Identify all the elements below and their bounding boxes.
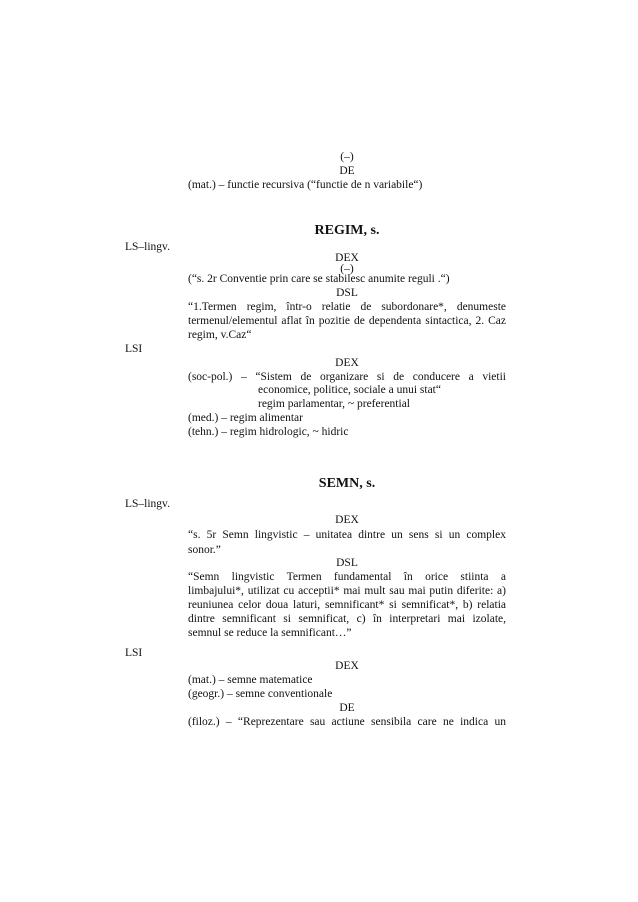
source-label-de: DE (339, 165, 355, 177)
usage-example: regim parlamentar, ~ preferential (258, 398, 410, 410)
dex-definition-line: sonor.” (188, 544, 221, 556)
ls-lingv-label: LS–lingv. (125, 498, 170, 510)
source-label-de: DE (339, 702, 355, 714)
ls-lingv-label: LS–lingv. (125, 241, 170, 253)
definition-line: (tehn.) – regim hidrologic, ~ hidric (188, 426, 349, 438)
dash-marker: (–) (340, 151, 354, 163)
dex-definition-line: “s. 5r Semn lingvistic – unitatea dintre un sens si un complex (188, 529, 506, 541)
dsl-definition-line: dintre semnificant si semnificat, c) în interpretari mai izolate, (188, 613, 506, 625)
definition-line: (mat.) – semne matematice (188, 674, 313, 686)
dsl-definition-line: semnul se reduce la semnificant…” (188, 627, 352, 639)
entry-title-semn: SEMN, s. (318, 476, 376, 491)
dsl-definition-line: “Semn lingvistic Termen fundamental în orice stiinta a (188, 571, 506, 583)
dsl-definition-line: limbajului*, utilizat cu acceptii* mai mult sau mai putin diferite: a) (188, 585, 506, 597)
lsi-label: LSI (125, 647, 143, 659)
source-label-dsl: DSL (336, 557, 358, 569)
source-label-dex: DEX (335, 357, 359, 369)
source-label-dex: DEX (335, 514, 359, 526)
definition-line: (med.) – regim alimentar (188, 412, 303, 424)
lsi-label: LSI (125, 343, 143, 355)
dsl-definition-line: “1.Termen regim, într-o relatie de subordonare*, denumeste (188, 301, 506, 313)
definition-line: (mat.) – functie recursiva (“functie de n variabile“) (188, 179, 423, 191)
dash-marker: (–) (340, 263, 354, 275)
definition-continuation: economice, politice, sociale a unui stat“ (258, 384, 441, 396)
source-label-dex: DEX (335, 252, 359, 264)
definition-line: (filoz.) – “Reprezentare sau actiune sensibila care ne indica un (188, 716, 506, 728)
dsl-definition-line: termenul/elementul aflat în pozitie de dependenta sintactica, 2. Caz (188, 315, 506, 327)
entry-title-regim: REGIM, s. (314, 223, 380, 238)
source-label-dex: DEX (335, 660, 359, 672)
source-label-dsl: DSL (336, 287, 358, 299)
dsl-definition-line: reuniunea celor doua laturi, semnificant* si semnificat*, b) relatia (188, 599, 506, 611)
definition-line: (soc-pol.) – “Sistem de organizare si de conducere a vietii (188, 371, 506, 383)
definition-line: (geogr.) – semne conventionale (188, 688, 333, 700)
definition-line: (“s. 2r Conventie prin care se stabilesc anumite reguli .“) (188, 273, 450, 285)
dsl-definition-line: regim, v.Caz“ (188, 329, 252, 341)
